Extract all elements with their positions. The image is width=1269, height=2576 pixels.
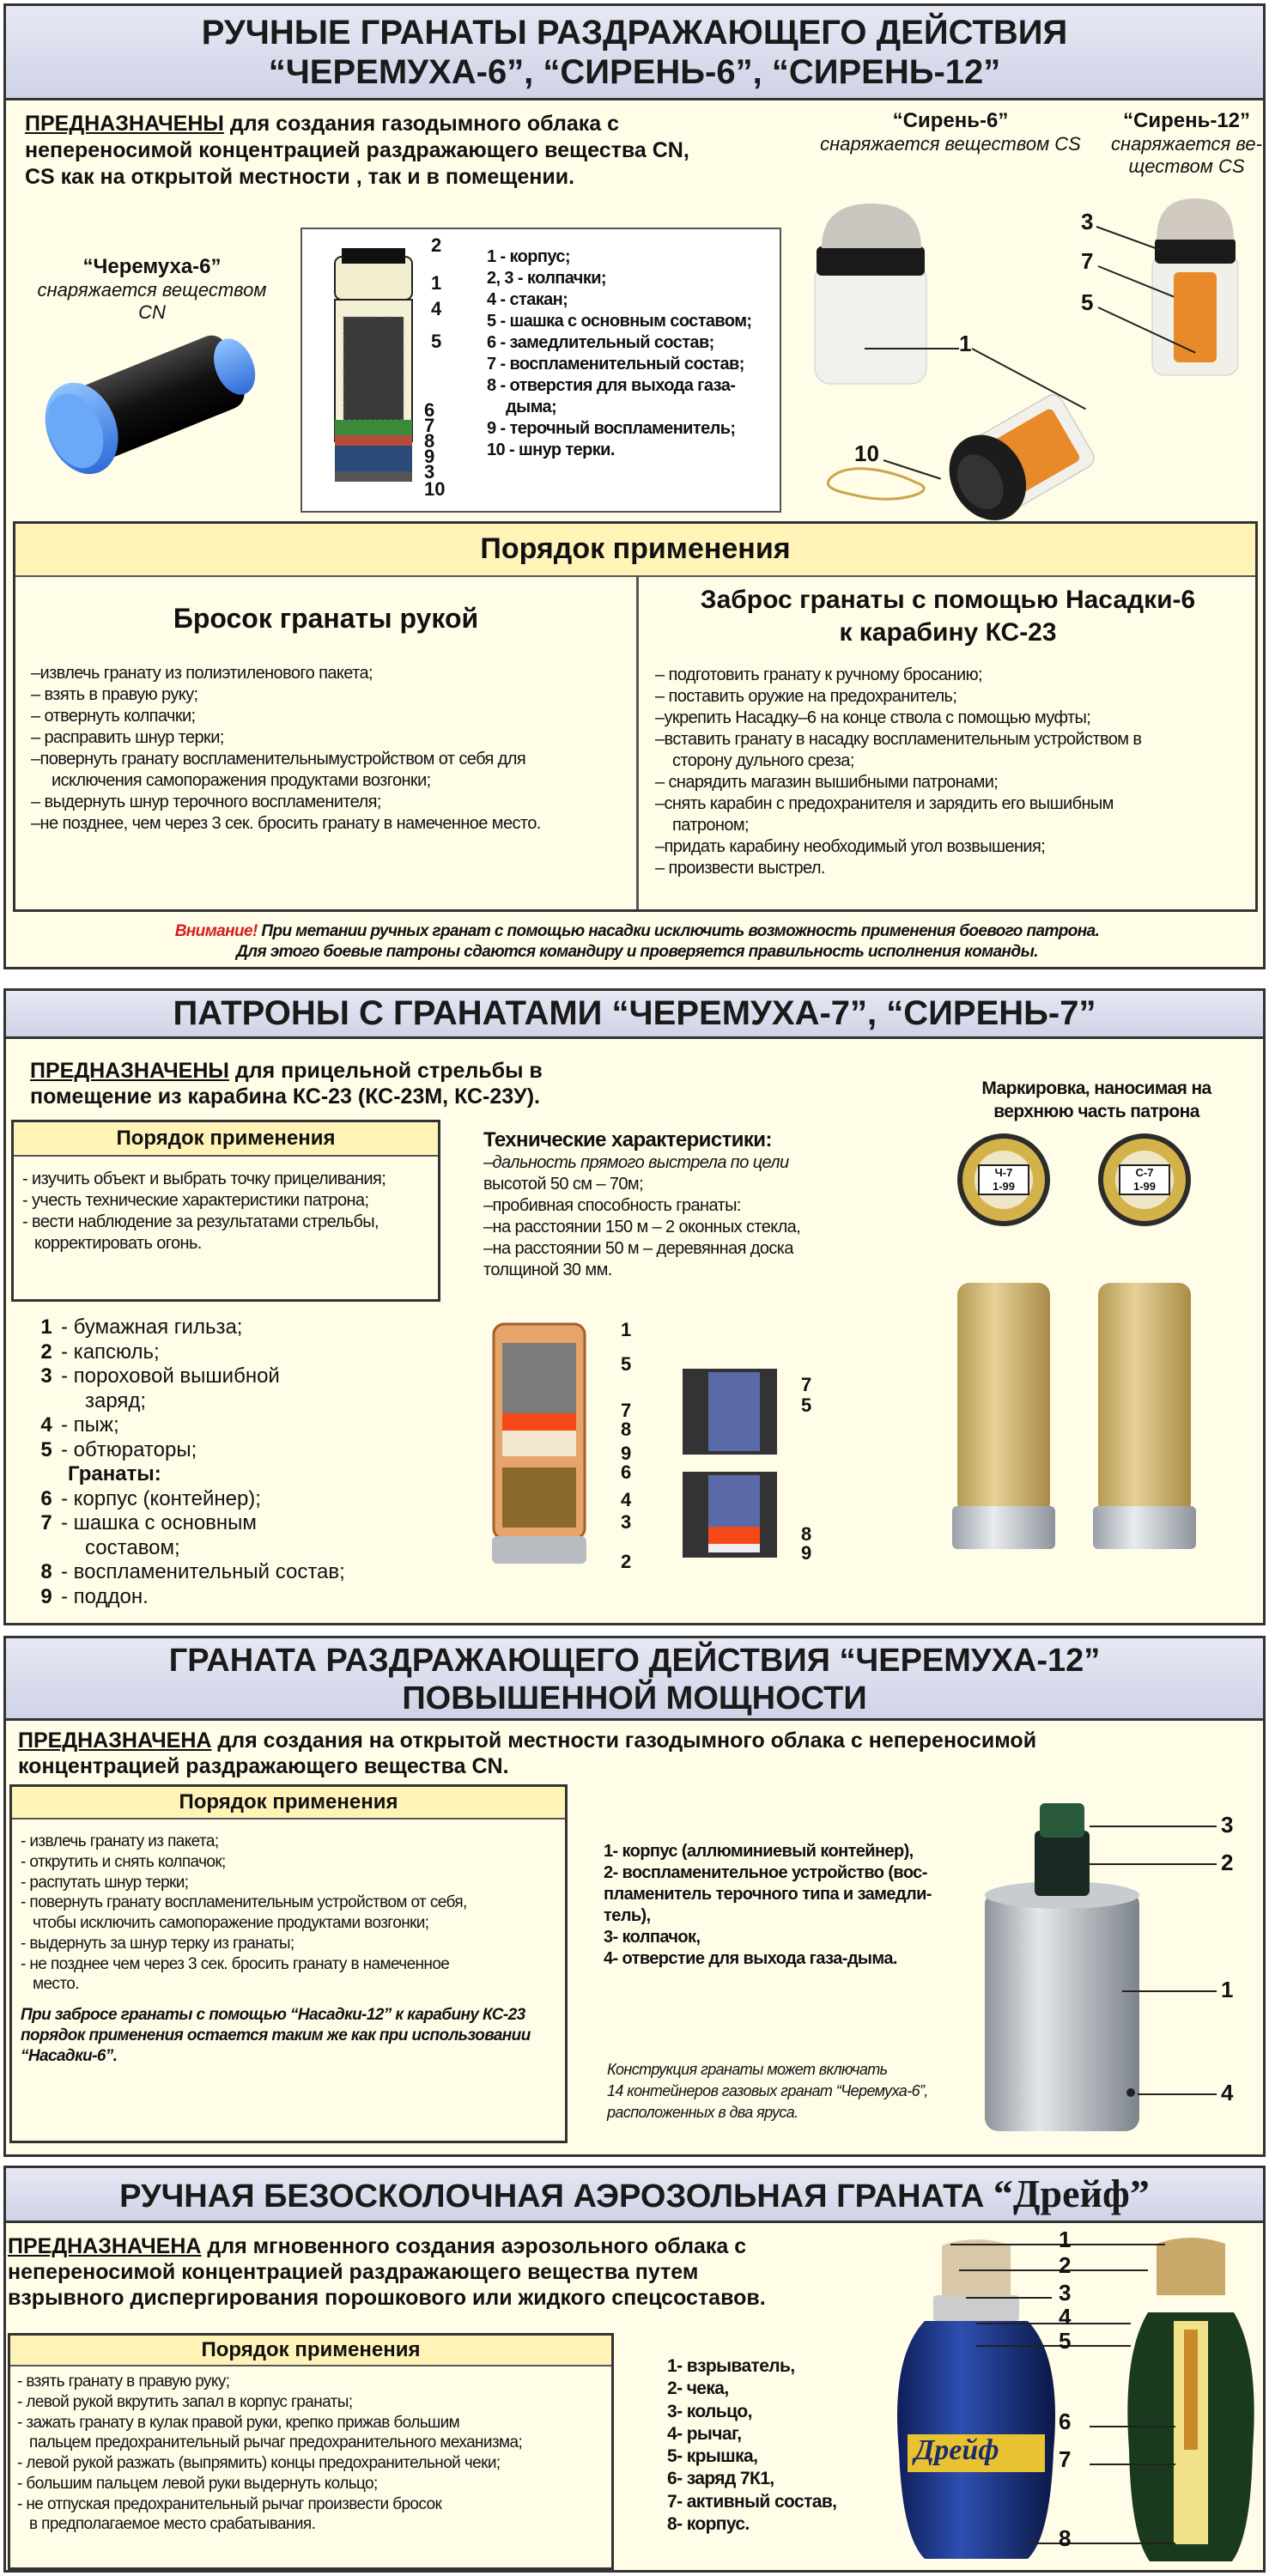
cartridge-order-steps (14, 1157, 438, 1267)
spec-item: –на расстоянии 150 м – 2 оконных стекла, (483, 1218, 801, 1236)
cart-label-7: 7 (621, 1400, 632, 1421)
parts-text: - корпус (контейнер); (61, 1486, 261, 1510)
cart-label-1: 1 (621, 1319, 632, 1340)
note-line: При забросе гранаты с помощью “Насадки-12” к карабину КС-23 (21, 2006, 525, 2024)
legend-item: 2- чека, (667, 2379, 729, 2399)
cheremukha12-image (976, 1796, 1148, 2140)
marking-caption-1: Маркировка, наносимая на (981, 1078, 1211, 1098)
tech-specs-title: Технические характеристики: (483, 1128, 772, 1151)
cartridge-parts-list (32, 1315, 478, 1609)
photo-label-1: 1 (959, 331, 972, 356)
dreif-cutaway-image (1122, 2235, 1260, 2572)
hand-throw-steps (31, 663, 632, 835)
cheremukha12-order-steps (12, 1820, 565, 1995)
legend-item: 6 - замедлительный состав; (487, 333, 714, 352)
step-item: - левой рукой разжать (выпрямить) концы предохранительной чеки; (17, 2454, 501, 2472)
legend-item: 8- корпус. (667, 2513, 750, 2534)
photo-label-5: 5 (1081, 289, 1094, 315)
grenade-parts-legend (487, 246, 751, 461)
parts-row (32, 1511, 478, 1536)
diag-label-1: 1 (431, 272, 442, 294)
dreif-label-4: 4 (1059, 2304, 1072, 2330)
parts-text: - воспламенительный состав; (61, 1560, 345, 1583)
parts-text: - бумажная гильза; (61, 1315, 243, 1339)
step-item: – поставить оружие на предохранитель; (655, 687, 957, 706)
construction-note (607, 2059, 993, 2123)
parts-row (32, 1340, 478, 1365)
step-item: –не позднее, чем через 3 сек. бросить гранату в намеченное место. (31, 814, 541, 833)
legend-item: 2- воспламенительное устройство (вос- (604, 1863, 927, 1882)
section-dreif (3, 2166, 1266, 2573)
construction-line: расположенных в два яруса. (607, 2104, 798, 2121)
step-item: - взять гранату в правую руку; (17, 2372, 230, 2391)
launch-title-line1: Заброс гранаты с помощью Насадки-6 (700, 586, 1196, 614)
dreif-label-2: 2 (1059, 2252, 1072, 2278)
ch12-label-1: 1 (1221, 1977, 1234, 2002)
marking-text: 1-99 (992, 1180, 1016, 1193)
legend-item: 5- крышка, (667, 2446, 758, 2466)
cartridge-cutaway-diagram (483, 1317, 595, 1575)
leader-line (976, 2345, 1131, 2347)
spec-item: –на расстоянии 50 м – деревянная доска (483, 1239, 793, 1258)
step-item: - не отпуская предохранительный рычаг произвести бросок (17, 2494, 442, 2513)
ch12-label-2: 2 (1221, 1850, 1234, 1875)
parts-number: 7 (40, 1511, 52, 1534)
dreif-label-1: 1 (1059, 2227, 1072, 2252)
ch12-label-4: 4 (1221, 2080, 1234, 2105)
leader-line (966, 2297, 1052, 2299)
leader-line (1138, 2093, 1217, 2095)
parts-text: заряд; (85, 1388, 147, 1413)
siren6-name: “Сирень-6” (892, 109, 1009, 132)
spec-item: –дальность прямого выстрела по цели (483, 1153, 789, 1172)
parts-row (32, 1560, 478, 1585)
legend-item: 3- кольцо, (667, 2401, 752, 2421)
diag-label-7: 7 (424, 415, 435, 436)
legend-item: 7 - воспламенительный состав; (487, 355, 744, 374)
purpose-keyword: ПРЕДНАЗНАЧЕНА (8, 2234, 202, 2258)
siren12-substance-1: снаряжается ве- (1111, 133, 1262, 155)
photo-label-7: 7 (1081, 248, 1094, 274)
legend-item: 7- активный состав, (667, 2491, 837, 2512)
purpose-text-2: помещение из карабина КС-23 (КС-23М, КС-23У). (30, 1084, 541, 1109)
step-item: - открутить и снять колпачок; (21, 1852, 226, 1871)
dreif-legend (667, 2355, 899, 2536)
legend-item: 1- взрыватель, (667, 2356, 795, 2376)
ch12-label-3: 3 (1221, 1812, 1234, 1838)
leader-line (1122, 1990, 1217, 1992)
parts-number: 4 (40, 1413, 52, 1437)
nozzle12-note (12, 1995, 565, 2067)
legend-item: 1- корпус (аллюминиевый контейнер), (604, 1842, 914, 1861)
photo-label-10: 10 (854, 440, 879, 466)
siren12-name: “Сирень-12” (1122, 109, 1251, 132)
step-item: чтобы исключить самопоражение продуктами возгонки; (33, 1914, 429, 1932)
parts-number: 3 (40, 1364, 52, 1388)
construction-line: 14 контейнеров газовых гранат “Черемуха-6”, (607, 2082, 928, 2099)
section4-title (6, 2168, 1263, 2223)
step-item: - левой рукой вкрутить запал в корпус гранаты; (17, 2392, 353, 2411)
purpose-text-2: концентрацией раздражающего вещества CN. (18, 1754, 509, 1778)
section-cheremukha12 (3, 1636, 1266, 2157)
grenade-cutaway-diagram (674, 1360, 786, 1566)
cart-label-3: 3 (621, 1511, 632, 1533)
section3-purpose (18, 1728, 1036, 1779)
parts-number: 9 (40, 1584, 52, 1608)
parts-text: - пороховой вышибной (61, 1364, 280, 1388)
purpose-text: для создания газодымного облака с непереносимой концентрацией раздражающего вещества CN, CS как на открытой местности , так и в помещении. (25, 112, 689, 189)
step-item: исключения самопоражения продуктами возгонки; (52, 771, 431, 790)
step-item: - извлечь гранату из пакета; (21, 1832, 219, 1850)
parts-number (32, 1389, 61, 1414)
parts-number: 5 (40, 1437, 52, 1461)
diag-label-3: 3 (424, 461, 435, 483)
leader-line (865, 348, 959, 349)
leader-line (950, 2244, 1165, 2245)
parts-row (32, 1462, 478, 1487)
order-of-use-box (13, 521, 1258, 912)
legend-item: тель), (604, 1906, 651, 1925)
tech-specs-list (483, 1152, 878, 1281)
cart-label-8: 8 (621, 1419, 632, 1440)
warning-keyword: Внимание! (174, 922, 258, 940)
cartridge-order-box (11, 1120, 440, 1302)
leader-line (1090, 1863, 1217, 1865)
step-item: - вести наблюдение за результатами стрельбы, (22, 1212, 379, 1231)
cart-label-4: 4 (621, 1489, 632, 1510)
parts-text: составом; (85, 1535, 180, 1559)
grenade-label-9: 9 (801, 1542, 812, 1564)
parts-text: Гранаты: (68, 1462, 161, 1485)
marking-text: С-7 (1135, 1166, 1154, 1179)
marking-caption (933, 1077, 1260, 1123)
siren12-substance-2: ществом CS (1128, 155, 1245, 177)
grenade-label-8: 8 (801, 1523, 812, 1545)
spec-item: высотой 50 см – 70м; (483, 1175, 644, 1194)
marking-cheremukha7 (957, 1133, 1050, 1226)
legend-item: 4 - стакан; (487, 290, 568, 309)
section3-title-line1: ГРАНАТА РАЗДРАЖАЮЩЕГО ДЕЙСТВИЯ “ЧЕРЕМУХА-12” (168, 1643, 1101, 1679)
parts-text: - капсюль; (61, 1340, 160, 1364)
leader-line (1090, 2426, 1175, 2427)
step-item: – выдернуть шнур терочного воспламенителя; (31, 793, 381, 811)
section1-purpose (25, 111, 712, 191)
step-item: – отвернуть колпачки; (31, 707, 196, 726)
dreif-order-steps (10, 2366, 611, 2535)
parts-text: - шашка с основным (61, 1511, 257, 1534)
warning-text-1: При метании ручных гранат с помощью насадки исключить возможность применения боевого патрона. (257, 922, 1100, 940)
step-item: – подготовить гранату к ручному бросанию; (655, 665, 982, 684)
legend-item: 6- заряд 7К1, (667, 2469, 774, 2489)
parts-row (32, 1413, 478, 1438)
legend-item: 3- колпачок, (604, 1928, 701, 1947)
legend-item: 9 - терочный воспламенитель; (487, 419, 736, 438)
launch-title-line2: к карабину КС-23 (839, 618, 1057, 647)
step-item: – снарядить магазин вышибными патронами; (655, 773, 999, 792)
legend-item: дыма; (506, 398, 557, 416)
warning-text-2: Для этого боевые патроны сдаются командиру и проверяется правильность исполнения команды. (236, 943, 1038, 961)
dreif-label-8: 8 (1059, 2525, 1072, 2551)
siren6-caption (805, 109, 1096, 155)
parts-row (32, 1389, 478, 1414)
step-item: –снять карабин с предохранителя и зарядить его вышибным (655, 794, 1114, 813)
marking-caption-2: верхнюю часть патрона (993, 1102, 1199, 1121)
grenade-label-5: 5 (801, 1394, 812, 1416)
legend-item: 4- рычаг, (667, 2423, 742, 2444)
section4-title-name: “Дрейф” (993, 2172, 1150, 2215)
dreif-label-3: 3 (1059, 2280, 1072, 2306)
cart-label-6: 6 (621, 1461, 632, 1483)
dreif-label-7: 7 (1059, 2446, 1072, 2472)
purpose-keyword: ПРЕДНАЗНАЧЕНЫ (30, 1059, 229, 1083)
grenade-diagram-box (301, 228, 781, 513)
section4-title-main: РУЧНАЯ БЕЗОСКОЛОЧНАЯ АЭРОЗОЛЬНАЯ ГРАНАТА (119, 2178, 993, 2215)
launch-steps (655, 665, 1256, 879)
step-item: патроном; (672, 816, 749, 835)
step-item: - учесть технические характеристики патрона; (22, 1191, 369, 1210)
note-line: порядок применения остается таким же как при использовании (21, 2026, 531, 2044)
siren6-substance: снаряжается веществом CS (820, 133, 1081, 155)
step-item: –вставить гранату в насадку воспламенительным устройством в (655, 730, 1142, 749)
siren-grenades-image (796, 186, 1260, 521)
dreif-order-box (8, 2333, 614, 2570)
hand-throw-title: Бросок гранаты рукой (173, 603, 479, 634)
step-item: пальцем предохранительный рычаг предохранительного механизма; (29, 2433, 523, 2452)
diag-label-2: 2 (431, 234, 442, 256)
cart-label-9: 9 (621, 1443, 632, 1464)
section1-title-line1: РУЧНЫЕ ГРАНАТЫ РАЗДРАЖАЮЩЕГО ДЕЙСТВИЯ (201, 14, 1068, 52)
step-item: - изучить объект и выбрать точку прицеливания; (22, 1170, 386, 1188)
diag-label-6: 6 (424, 399, 435, 421)
cart-label-5: 5 (621, 1353, 632, 1375)
diag-label-4: 4 (431, 298, 442, 319)
step-item: сторону дульного среза; (672, 751, 854, 770)
cheremukha12-order-title: Порядок применения (12, 1787, 565, 1820)
parts-number (32, 1536, 61, 1561)
marking-siren7 (1098, 1133, 1191, 1226)
step-item: –придать карабину необходимый угол возвышения; (655, 837, 1046, 856)
step-item: - зажать гранату в кулак правой руки, крепко прижав большим (17, 2413, 460, 2432)
marking-text: 1-99 (1132, 1180, 1157, 1193)
parts-number (32, 1462, 61, 1487)
purpose-keyword: ПРЕДНАЗНАЧЕНЫ (25, 112, 224, 136)
step-item: - большим пальцем левой руки выдернуть кольцо; (17, 2474, 378, 2493)
purpose-text-1: для прицельной стрельбы в (228, 1059, 543, 1083)
purpose-keyword: ПРЕДНАЗНАЧЕНА (18, 1728, 212, 1753)
section-cartridges (3, 988, 1266, 1625)
cheremukha6-image (32, 311, 264, 474)
section4-purpose (8, 2233, 866, 2311)
purpose-text-1: для мгновенного создания аэрозольного облака с (201, 2234, 747, 2258)
grenade-label-7: 7 (801, 1374, 812, 1395)
purpose-text-3: взрывного диспергирования порошкового или жидкого спецсоставов. (8, 2286, 766, 2310)
step-item: - распутать шнур терки; (21, 1873, 189, 1892)
leader-line (959, 2269, 1148, 2271)
parts-row (32, 1315, 478, 1340)
parts-row (32, 1487, 478, 1512)
spec-item: –пробивная способность гранаты: (483, 1196, 741, 1215)
leader-line (1028, 2543, 1175, 2544)
parts-text: - поддон. (61, 1584, 149, 1608)
photo-label-3: 3 (1081, 209, 1094, 234)
step-item: в предполагаемое место срабатывания. (29, 2515, 316, 2534)
step-item: – взять в правую руку; (31, 685, 198, 704)
dreif-grenade-image (882, 2237, 1071, 2572)
parts-number: 6 (40, 1486, 52, 1510)
step-item: - повернуть гранату воспламенительным устройством от себя, (21, 1893, 467, 1912)
step-item: – расправить шнур терки; (31, 728, 224, 747)
parts-row (32, 1438, 478, 1463)
parts-row (32, 1585, 478, 1610)
section1-title-line2: “ЧЕРЕМУХА-6”, “СИРЕНЬ-6”, “СИРЕНЬ-12” (268, 53, 1001, 91)
siren12-caption (1105, 109, 1268, 178)
dreif-label-6: 6 (1059, 2409, 1072, 2434)
purpose-text-2: непереносимой концентрацией раздражающего вещества путем (8, 2260, 699, 2284)
dreif-body-label: Дрейф (914, 2434, 999, 2466)
cheremukha6-substance: снаряжается веществом CN (37, 279, 267, 323)
diag-label-10: 10 (424, 478, 446, 500)
section3-title (6, 1638, 1263, 1721)
step-item: - выдернуть за шнур терку из гранаты; (21, 1934, 294, 1953)
legend-item: 4- отверстие для выхода газа-дыма. (604, 1949, 897, 1968)
section2-title: ПАТРОНЫ С ГРАНАТАМИ “ЧЕРЕМУХА-7”, “СИРЕНЬ-7” (6, 991, 1263, 1039)
diag-label-9: 9 (424, 446, 435, 467)
leader-line (1090, 2464, 1175, 2465)
section-cheremukha6-siren (3, 3, 1266, 969)
marking-text: Ч-7 (994, 1166, 1013, 1179)
tech-specs (483, 1128, 878, 1281)
legend-item: пламенитель терочного типа и замедли- (604, 1885, 932, 1904)
step-item: - не позднее чем через 3 сек. бросить гранату в намеченное (21, 1954, 450, 1973)
legend-item: 1 - корпус; (487, 247, 570, 266)
parts-row (32, 1364, 478, 1389)
cheremukha6-name: “Черемуха-6” (82, 255, 222, 278)
spec-item: толщиной 30 мм. (483, 1261, 612, 1279)
warning-note (6, 921, 1268, 963)
parts-number: 1 (40, 1315, 52, 1339)
parts-text: - обтюраторы; (61, 1437, 197, 1461)
section2-purpose (30, 1058, 543, 1109)
parts-number: 8 (40, 1560, 52, 1583)
note-line: “Насадки-6”. (21, 2047, 118, 2065)
order-of-use-title: Порядок применения (15, 524, 1255, 577)
step-item: место. (33, 1975, 79, 1994)
step-item: корректировать огонь. (34, 1234, 202, 1253)
purpose-text-1: для создания на открытой местности газодымного облака с непереносимой (211, 1728, 1037, 1753)
diag-label-8: 8 (424, 430, 435, 452)
cartridge-order-title: Порядок применения (14, 1122, 438, 1157)
parts-row (32, 1536, 478, 1561)
legend-item: 10 - шнур терки. (487, 440, 615, 459)
construction-line: Конструкция гранаты может включать (607, 2061, 888, 2078)
step-item: –повернуть гранату воспламенительнымустройством от себя для (31, 750, 526, 769)
launch-title (639, 584, 1257, 649)
step-item: –извлечь гранату из полиэтиленового пакета; (31, 664, 373, 683)
section3-title-line2: ПОВЫШЕННОЙ МОЩНОСТИ (402, 1680, 867, 1716)
legend-item: 8 - отверстия для выхода газа- (487, 376, 736, 395)
parts-number: 2 (40, 1340, 52, 1364)
leader-line (1090, 1826, 1217, 1827)
legend-item: 5 - шашка с основным составом; (487, 312, 752, 331)
dreif-label-5: 5 (1059, 2328, 1072, 2354)
leader-line (976, 2323, 1131, 2324)
cheremukha12-order-box (9, 1784, 568, 2143)
legend-item: 2, 3 - колпачки; (487, 269, 606, 288)
cart-label-2: 2 (621, 1551, 632, 1572)
cartridges-image (950, 1274, 1217, 1566)
cheremukha12-legend (604, 1841, 981, 1970)
parts-text: - пыж; (61, 1413, 119, 1437)
step-item: – произвести выстрел. (655, 859, 825, 878)
diag-label-5: 5 (431, 331, 442, 352)
step-item: –укрепить Насадку–6 на конце ствола с помощью муфты; (655, 708, 1091, 727)
section1-title (6, 6, 1263, 100)
dreif-order-title: Порядок применения (10, 2336, 611, 2366)
